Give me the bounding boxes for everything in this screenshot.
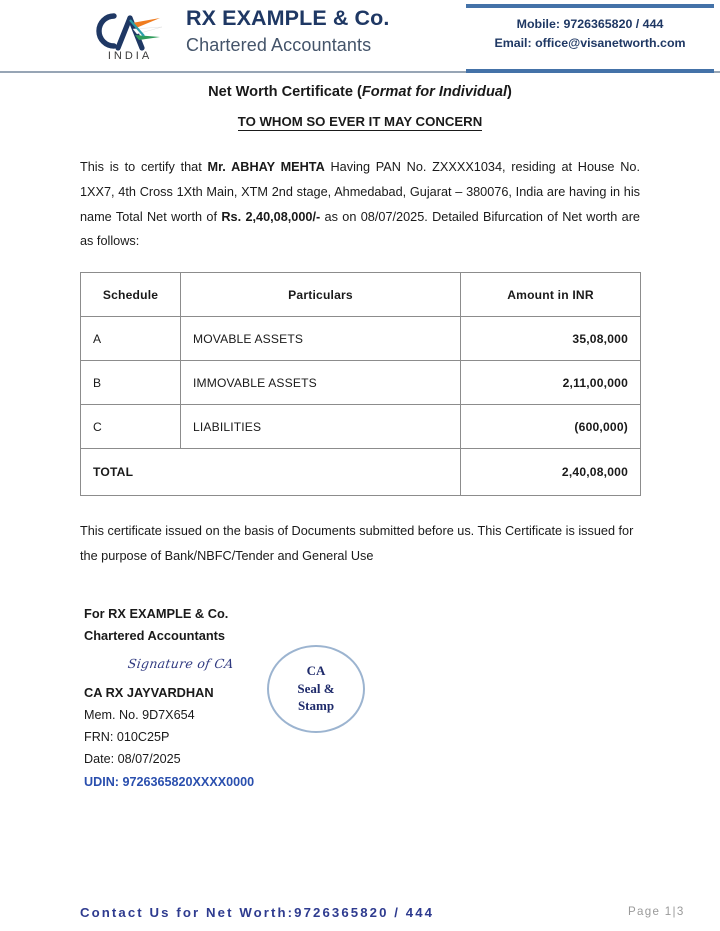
seal-line-3: Stamp	[297, 698, 335, 714]
membership-number: Mem. No. 9D7X654	[84, 707, 195, 722]
seal-line-2: Seal &	[297, 680, 335, 696]
cell-amount: 2,11,00,000	[461, 361, 641, 405]
ca-india-logo	[84, 6, 176, 64]
total-label: TOTAL	[81, 449, 461, 496]
total-amount: 2,40,08,000	[461, 449, 641, 496]
net-worth-amount: Rs. 2,40,08,000/-	[221, 209, 321, 224]
header-divider-accent	[466, 69, 714, 73]
firm-name: RX EXAMPLE & Co.	[186, 6, 390, 30]
signature-for-subtitle: Chartered Accountants	[84, 627, 226, 643]
page-subtitle-text: TO WHOM SO EVER IT MAY CONCERN	[237, 114, 483, 129]
header-email: Email: office@visanetworth.com	[494, 36, 686, 51]
client-name: Mr. ABHAY MEHTA	[207, 160, 325, 174]
signatory-name: CA RX JAYVARDHAN	[84, 684, 214, 700]
document-header	[0, 0, 720, 62]
table-header-row	[81, 273, 641, 317]
page-title-main: Net Worth Certificate (	[208, 84, 362, 100]
page-title-italic: Format for Individual	[361, 84, 508, 100]
page-title-close: )	[507, 84, 512, 100]
seal-line-1: CA	[306, 663, 326, 679]
net-worth-table	[80, 272, 641, 496]
page-subtitle	[0, 114, 720, 129]
intro-part-1: This is to certify that	[80, 160, 208, 174]
cell-particulars: IMMOVABLE ASSETS	[181, 361, 461, 405]
firm-registration-number: FRN: 010C25P	[84, 730, 170, 744]
column-header-particulars: Particulars	[181, 273, 461, 317]
table-row	[81, 361, 641, 405]
intro-paragraph	[80, 155, 640, 254]
cell-schedule: B	[81, 361, 181, 405]
intro-part-3: as on 08/07/2025. Detailed Bifurcation of Net worth are as follows:	[80, 209, 640, 249]
header-mobile: Mobile: 9726365820 / 444	[516, 17, 664, 31]
column-header-schedule: Schedule	[81, 273, 181, 317]
cell-particulars: LIABILITIES	[181, 405, 461, 449]
signature-date: Date: 08/07/2025	[84, 752, 181, 767]
cell-amount: 35,08,000	[461, 317, 641, 361]
footer-contact: Contact Us for Net Worth:9726365820 / 444	[80, 905, 435, 920]
udin-number: UDIN: 9726365820XXXX0000	[84, 774, 255, 789]
cell-schedule: A	[81, 317, 181, 361]
table-row	[81, 405, 641, 449]
signature-for-line: For RX EXAMPLE & Co.	[84, 605, 229, 621]
svg-text:INDIA: INDIA	[107, 50, 153, 62]
footer-page-number: Page 1|3	[628, 905, 685, 918]
signature-block	[84, 603, 720, 794]
closing-paragraph: This certificate issued on the basis of Documents submitted before us. This Certificate is issued for the purpose of Bank/NBFC/Tender and General Use	[80, 524, 634, 563]
cell-amount: (600,000)	[461, 405, 641, 449]
column-header-amount: Amount in INR	[461, 273, 641, 317]
intro-part-2: Having PAN No. ZXXXX1034, residing at House No. 1XX7, 4th Cross 1Xth Main, XTM 2nd stage, Ahmedabad, Gujarat – 380076, India are having in his name Total Net worth of	[80, 160, 640, 224]
header-contact-box	[466, 4, 714, 53]
ca-logo-icon	[84, 6, 176, 62]
firm-identity	[186, 5, 389, 57]
signature-script: Signature of CA	[126, 655, 235, 671]
firm-subtitle: Chartered Accountants	[186, 34, 372, 55]
page-title	[0, 84, 720, 100]
cell-particulars: MOVABLE ASSETS	[181, 317, 461, 361]
cell-schedule: C	[81, 405, 181, 449]
ca-seal-stamp	[267, 645, 365, 733]
table-total-row	[81, 449, 641, 496]
table-row	[81, 317, 641, 361]
